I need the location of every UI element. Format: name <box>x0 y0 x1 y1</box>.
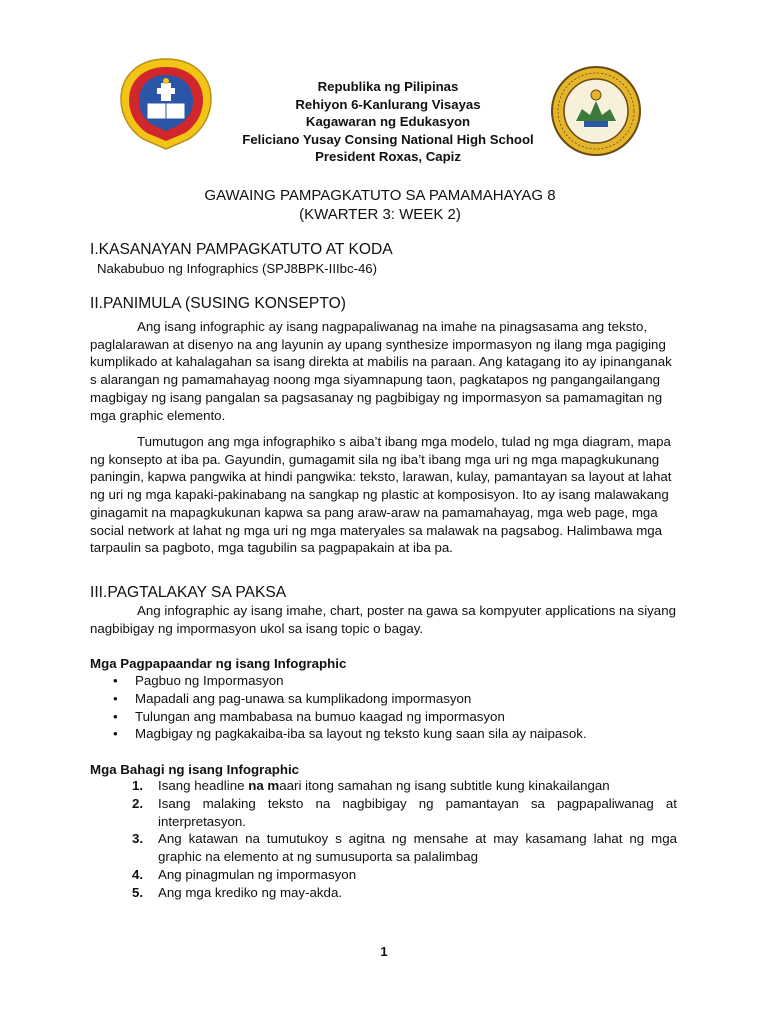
intro-p1-text: Ang isang infographic ay isang nagpapaliwanag na imahe na pinagsasama ang teksto, paglalarawan at disenyo na ang layunin ay upang synthesize impormasyon ng ilang mga pagiging kumplikado at kahalagahan sa isang direkta at mabilis na paraan. Ang katagang ito ay ipinanganak s alarangan ng pamamahayag noong mga siyamnapung taon, pagkatapos ng pangangailangang magbigay ng isang pangalan sa pagsasanay ng pagbibigay ng impormasyon sa pamamagitan ng mga graphic elemento. <box>90 319 672 423</box>
list-item <box>132 866 677 884</box>
school-seal-icon <box>550 65 642 157</box>
part-1-post: aari itong samahan ng isang subtitle kung kinakailangan <box>279 778 610 793</box>
part-4-text: Ang pinagmulan ng impormasyon <box>158 866 357 882</box>
list-item: • Tulungan ang mambabasa na bumuo kaagad ng impormasyon <box>113 708 587 726</box>
list-item <box>132 884 677 902</box>
list-item: • Pagbuo ng Impormasyon <box>113 672 587 690</box>
list-item <box>132 795 677 831</box>
part-2-text: Isang malaking teksto na nagbibigay ng pamantayan sa pagpapaliwanag at interpretasyon. <box>158 795 677 829</box>
discussion-paragraph <box>90 602 676 637</box>
list-item: • Magbigay ng pagkakaiba-iba sa layout ng teksto kung saan sila ay naipasok. <box>113 725 587 743</box>
header-department: Kagawaran ng Edukasyon <box>305 114 471 130</box>
list-item: • Mapadali ang pag-unawa sa kumplikadong impormasyon <box>113 690 587 708</box>
header-republic: Republika ng Pilipinas <box>317 79 459 94</box>
list-item <box>132 777 677 795</box>
part-1-bold: na m <box>248 778 280 793</box>
part-3-text: Ang katawan na tumutukoy s agitna ng mensahe at may kasamang lahat ng mga graphic na elemento at ng sumusuporta sa palalimbag <box>158 831 677 865</box>
title-line-1: GAWAING PAMPAGKATUTO SA PAMAMAHAYAG 8 <box>204 187 556 204</box>
discussion-p1-text: Ang infographic ay isang imahe, chart, poster na gawa sa kompyuter applications na siyang nagbibigay ng impormasyon ukol sa isang topic o bagay. <box>90 603 676 636</box>
competency-code: Nakabubuo ng Infographics (SPJ8BPK-IIIbc-46) <box>97 261 378 276</box>
section-3-heading: III.PAGTALAKAY SA PAKSA <box>90 584 287 601</box>
list-number: 1. <box>132 778 144 793</box>
section-2-heading: II.PANIMULA (SUSING KONSEPTO) <box>90 295 346 312</box>
list-number: 2. <box>132 795 144 811</box>
part-1-pre: Isang headline <box>158 778 249 793</box>
part-5-text: Ang mga krediko ng may-akda. <box>158 884 343 900</box>
functions-heading: Mga Pagpapaandar ng isang Infographic <box>90 656 347 671</box>
header-school: Feliciano Yusay Consing National High School <box>242 131 534 147</box>
parts-list <box>132 777 677 902</box>
list-number: 5. <box>132 884 144 900</box>
document-title <box>120 187 640 224</box>
parts-heading: Mga Bahagi ng isang Infographic <box>90 762 300 777</box>
header-region: Rehiyon 6-Kanlurang Visayas <box>295 96 481 112</box>
section-1-heading: I.KASANAYAN PAMPAGKATUTO AT KODA <box>90 241 393 258</box>
school-header <box>190 78 586 166</box>
intro-p2-text: Tumutugon ang mga infographiko s aiba’t ibang mga modelo, tulad ng mga diagram, mapa ng konsepto at iba pa. Gayundin, gumagamit sila ng iba’t ibang mga uri ng mga mapagkukunang paningin, kapwa pangwika at hindi pangwika: teksto, larawan, kulay, pamantayan sa layout at lahat ng uri ng mga kapaki-pakinabang na sangkap ng plastic at komposisyon. Ito ay isang malawakang ginagamit na mapagkukunan kapwa sa pang araw-araw na pamamahayag, mga web page, mga social network at lahat ng mga uri ng mga materyales sa malawak na pagsabog. Halimbawa mga tarpaulin sa pagboto, mga tagubilin sa pagpapakain at iba pa. <box>90 434 672 556</box>
functions-list <box>113 672 587 743</box>
list-number: 4. <box>132 866 144 882</box>
page-number: 1 <box>380 944 388 959</box>
list-number: 3. <box>132 831 144 847</box>
list-item <box>132 830 677 866</box>
title-line-2: (KWARTER 3: WEEK 2) <box>299 205 461 223</box>
intro-paragraph-1 <box>90 318 676 424</box>
header-location: President Roxas, Capiz <box>315 149 461 165</box>
intro-paragraph-2 <box>90 433 676 557</box>
